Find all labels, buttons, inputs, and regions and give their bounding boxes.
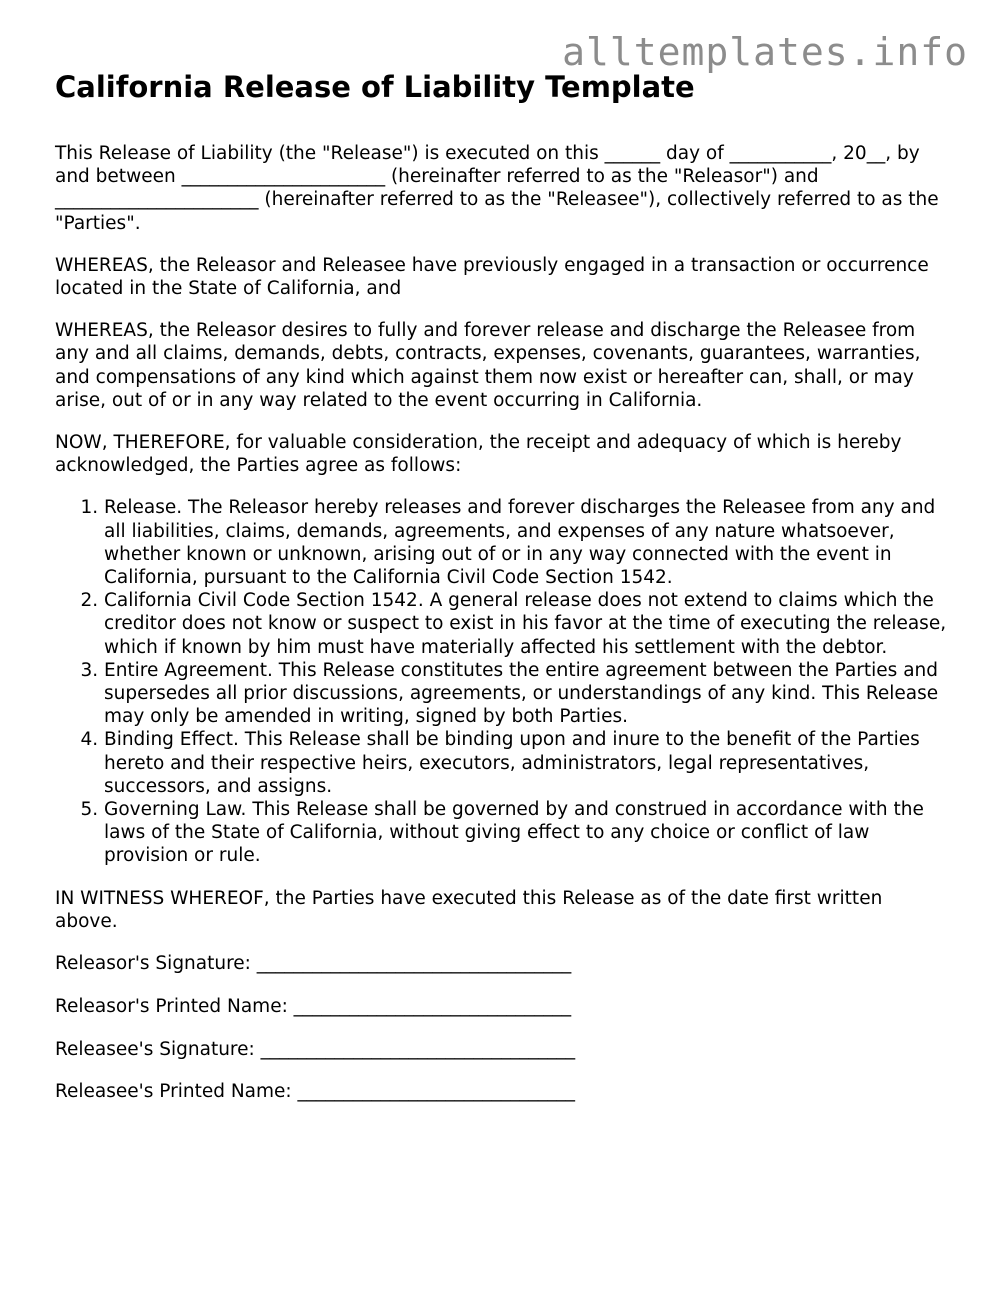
releasor-printed-name-line: Releasor's Printed Name: ______________________________	[55, 995, 572, 1017]
watermark: alltemplates.info	[562, 30, 968, 74]
clause-civil-code-1542: 2. California Civil Code Section 1542. A general release does not extend to claims which the creditor does not know or suspect to exist in his favor at the time of executing the release, which if known by him must have materially affected his settlement with the debtor.	[104, 589, 947, 659]
releasee-printed-name-line: Releasee's Printed Name: ______________________________	[55, 1081, 576, 1103]
whereas-paragraph-1: WHEREAS, the Releasor and Releasee have previously engaged in a transaction or occurrence located in the State of California, and	[55, 254, 929, 300]
clause-binding-effect: 4. Binding Effect. This Release shall be binding upon and inure to the benefit of the Parties hereto and their respective heirs, executors, administrators, legal representatives, successors, and assigns.	[104, 728, 947, 798]
releasor-signature-line: Releasor's Signature: __________________________________	[55, 953, 572, 975]
now-therefore-paragraph: NOW, THEREFORE, for valuable consideration, the receipt and adequacy of which is hereby acknowledged, the Parties agree as follows:	[55, 432, 902, 477]
intro-paragraph: This Release of Liability (the "Release") is executed on this ______ day of ___________, 20__, by and between ______________________ (hereinafter referred to as the "Releasor") and ______________________ (hereinafter referred to as the "Releasee"), collectively referred to as the "Parties".	[55, 143, 939, 234]
whereas-paragraph-2: WHEREAS, the Releasor desires to fully and forever release and discharge the Releasee from any and all claims, demands, debts, contracts, expenses, covenants, guarantees, warranties, and compensations of any kind which against them now exist or hereafter can, shall, or may arise, out of or in any way related to the event occurring in California.	[55, 320, 921, 411]
witness-paragraph: IN WITNESS WHEREOF, the Parties have executed this Release as of the date first written above.	[55, 887, 883, 932]
releasee-signature-line: Releasee's Signature: __________________________________	[55, 1038, 576, 1060]
document-page	[55, 68, 947, 1123]
clause-list	[55, 496, 947, 867]
clause-release: 1. Release. The Releasor hereby releases and forever discharges the Releasee from any and all liabilities, claims, demands, agreements, and expenses of any nature whatsoever, whether known or unknown, arising out of or in any way connected with the event in California, pursuant to the California Civil Code Section 1542.	[104, 496, 947, 589]
document-title: California Release of Liability Template	[55, 70, 695, 104]
clause-governing-law: 5. Governing Law. This Release shall be governed by and construed in accordance with the laws of the State of California, without giving effect to any choice or conflict of law provision or rule.	[104, 798, 947, 868]
clause-entire-agreement: 3. Entire Agreement. This Release constitutes the entire agreement between the Parties and supersedes all prior discussions, agreements, or understandings of any kind. This Release may only be amended in writing, signed by both Parties.	[104, 659, 947, 729]
